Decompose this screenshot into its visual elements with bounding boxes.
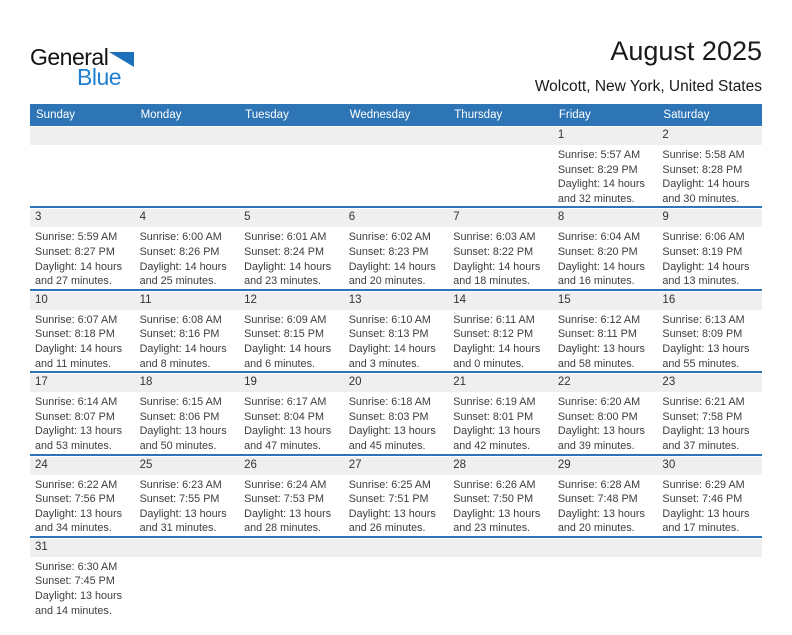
date-number bbox=[448, 127, 553, 145]
day-header-wednesday: Wednesday bbox=[349, 109, 411, 121]
sunset-text: Sunset: 7:53 PM bbox=[244, 493, 324, 506]
daylight-text-line1: Daylight: 13 hours bbox=[348, 425, 436, 438]
date-number bbox=[135, 127, 240, 145]
sunrise-text: Sunrise: 6:18 AM bbox=[348, 396, 431, 409]
date-number bbox=[239, 539, 344, 557]
date-number: 18 bbox=[135, 374, 240, 392]
daylight-text-line1: Daylight: 14 hours bbox=[453, 342, 541, 355]
date-number: 27 bbox=[344, 457, 449, 475]
day-cell-empty bbox=[448, 538, 553, 635]
sunrise-text: Sunrise: 6:23 AM bbox=[139, 478, 222, 491]
daylight-text-line2: and 50 minutes. bbox=[139, 439, 217, 452]
day-cell-2 bbox=[657, 126, 762, 206]
daylight-text-line2: and 18 minutes. bbox=[453, 275, 531, 288]
day-header-tuesday: Tuesday bbox=[245, 109, 289, 121]
sunrise-text: Sunrise: 5:57 AM bbox=[557, 149, 641, 161]
daylight-text-line1: Daylight: 14 hours bbox=[662, 178, 750, 191]
daylight-text-line1: Daylight: 13 hours bbox=[348, 507, 436, 520]
day-details bbox=[30, 475, 135, 536]
day-details bbox=[553, 475, 658, 536]
day-cell-empty bbox=[553, 538, 658, 635]
date-number: 16 bbox=[657, 292, 762, 310]
day-cell-8 bbox=[553, 208, 658, 288]
sunrise-text: Sunrise: 6:25 AM bbox=[348, 478, 431, 491]
sunset-text: Sunset: 8:13 PM bbox=[348, 328, 429, 341]
sunset-text: Sunset: 8:26 PM bbox=[139, 245, 220, 258]
day-details bbox=[657, 145, 762, 206]
sunrise-text: Sunrise: 6:02 AM bbox=[348, 231, 431, 244]
daylight-text-line1: Daylight: 14 hours bbox=[557, 178, 645, 191]
day-details bbox=[239, 227, 344, 288]
day-cell-empty bbox=[30, 126, 135, 206]
date-number bbox=[239, 127, 344, 145]
date-number: 29 bbox=[553, 457, 658, 475]
day-cell-11 bbox=[135, 291, 240, 371]
sunset-text: Sunset: 8:06 PM bbox=[139, 410, 220, 423]
sunrise-text: Sunrise: 6:20 AM bbox=[557, 396, 641, 409]
date-number: 6 bbox=[344, 209, 449, 227]
sunset-text: Sunset: 7:45 PM bbox=[35, 575, 115, 588]
daylight-text-line1: Daylight: 13 hours bbox=[662, 507, 750, 520]
sunset-text: Sunset: 8:01 PM bbox=[453, 410, 534, 423]
day-details bbox=[30, 557, 135, 618]
day-cell-7 bbox=[448, 208, 553, 288]
day-details bbox=[448, 475, 553, 536]
date-number: 10 bbox=[30, 292, 135, 310]
day-header-monday: Monday bbox=[140, 109, 182, 121]
day-cell-20 bbox=[344, 373, 449, 453]
daylight-text-line2: and 3 minutes. bbox=[348, 357, 420, 370]
day-cell-19 bbox=[239, 373, 344, 453]
date-number: 4 bbox=[135, 209, 240, 227]
date-number: 11 bbox=[135, 292, 240, 310]
sunset-text: Sunset: 8:12 PM bbox=[453, 328, 534, 341]
daylight-text-line2: and 20 minutes. bbox=[348, 275, 426, 288]
day-details bbox=[448, 392, 553, 453]
sunrise-text: Sunrise: 5:59 AM bbox=[35, 231, 118, 244]
daylight-text-line1: Daylight: 14 hours bbox=[35, 260, 123, 273]
date-number: 21 bbox=[448, 374, 553, 392]
daylight-text-line2: and 23 minutes. bbox=[453, 522, 531, 535]
sunrise-text: Sunrise: 6:22 AM bbox=[35, 478, 118, 491]
day-cell-empty bbox=[239, 538, 344, 635]
date-number bbox=[448, 539, 553, 557]
day-cell-31 bbox=[30, 538, 135, 635]
daylight-text-line2: and 45 minutes. bbox=[348, 439, 426, 452]
daylight-text-line1: Daylight: 13 hours bbox=[244, 507, 332, 520]
day-details bbox=[135, 310, 240, 371]
daylight-text-line1: Daylight: 14 hours bbox=[35, 342, 123, 355]
day-details bbox=[239, 392, 344, 453]
week-row bbox=[30, 126, 762, 208]
daylight-text-line2: and 55 minutes. bbox=[662, 357, 740, 370]
day-cell-25 bbox=[135, 456, 240, 536]
sunrise-text: Sunrise: 6:29 AM bbox=[662, 478, 745, 491]
sunset-text: Sunset: 7:51 PM bbox=[348, 493, 429, 506]
day-cell-15 bbox=[553, 291, 658, 371]
day-cell-3 bbox=[30, 208, 135, 288]
date-number: 15 bbox=[553, 292, 658, 310]
sunrise-text: Sunrise: 6:19 AM bbox=[453, 396, 536, 409]
daylight-text-line1: Daylight: 14 hours bbox=[453, 260, 541, 273]
date-number: 22 bbox=[553, 374, 658, 392]
day-cell-23 bbox=[657, 373, 762, 453]
sunrise-text: Sunrise: 6:01 AM bbox=[244, 231, 327, 244]
day-header-friday: Friday bbox=[558, 109, 591, 121]
day-details bbox=[657, 227, 762, 288]
week-row bbox=[30, 373, 762, 455]
day-cell-18 bbox=[135, 373, 240, 453]
date-number bbox=[135, 539, 240, 557]
day-cell-21 bbox=[448, 373, 553, 453]
day-cell-14 bbox=[448, 291, 553, 371]
daylight-text-line2: and 30 minutes. bbox=[662, 192, 740, 205]
daylight-text-line2: and 17 minutes. bbox=[662, 522, 740, 535]
day-cell-empty bbox=[239, 126, 344, 206]
sunset-text: Sunset: 8:18 PM bbox=[35, 328, 115, 341]
sunrise-text: Sunrise: 6:21 AM bbox=[662, 396, 745, 409]
daylight-text-line1: Daylight: 13 hours bbox=[557, 425, 645, 438]
daylight-text-line1: Daylight: 13 hours bbox=[139, 507, 227, 520]
sunset-text: Sunset: 8:28 PM bbox=[662, 163, 743, 176]
sunrise-text: Sunrise: 6:10 AM bbox=[348, 313, 431, 326]
date-number: 1 bbox=[553, 127, 658, 145]
sunset-text: Sunset: 8:04 PM bbox=[244, 410, 324, 423]
day-cell-10 bbox=[30, 291, 135, 371]
sunset-text: Sunset: 8:16 PM bbox=[139, 328, 220, 341]
daylight-text-line2: and 6 minutes. bbox=[244, 357, 315, 370]
day-header-saturday: Saturday bbox=[663, 109, 710, 121]
daylight-text-line2: and 34 minutes. bbox=[35, 522, 112, 535]
sunset-text: Sunset: 7:55 PM bbox=[139, 493, 220, 506]
daylight-text-line1: Daylight: 13 hours bbox=[139, 425, 227, 438]
calendar bbox=[30, 104, 762, 635]
sunset-text: Sunset: 7:58 PM bbox=[662, 410, 743, 423]
sunrise-text: Sunrise: 6:00 AM bbox=[139, 231, 222, 244]
sunset-text: Sunset: 7:46 PM bbox=[662, 493, 743, 506]
date-number: 12 bbox=[239, 292, 344, 310]
date-number: 30 bbox=[657, 457, 762, 475]
day-header-sunday: Sunday bbox=[36, 109, 76, 121]
daylight-text-line1: Daylight: 13 hours bbox=[662, 425, 750, 438]
logo-text-blue: Blue bbox=[77, 64, 122, 90]
day-details bbox=[239, 475, 344, 536]
day-cell-30 bbox=[657, 456, 762, 536]
day-cell-28 bbox=[448, 456, 553, 536]
day-cell-4 bbox=[135, 208, 240, 288]
sunset-text: Sunset: 8:00 PM bbox=[557, 410, 638, 423]
day-cell-empty bbox=[657, 538, 762, 635]
day-details bbox=[448, 310, 553, 371]
daylight-text-line1: Daylight: 14 hours bbox=[139, 260, 227, 273]
date-number: 7 bbox=[448, 209, 553, 227]
daylight-text-line2: and 25 minutes. bbox=[139, 275, 217, 288]
general-blue-logo bbox=[30, 44, 170, 91]
week-row bbox=[30, 456, 762, 538]
date-number: 17 bbox=[30, 374, 135, 392]
week-row bbox=[30, 291, 762, 373]
sunrise-text: Sunrise: 6:28 AM bbox=[557, 478, 641, 491]
daylight-text-line1: Daylight: 14 hours bbox=[244, 342, 332, 355]
date-number: 3 bbox=[30, 209, 135, 227]
day-cell-12 bbox=[239, 291, 344, 371]
sunset-text: Sunset: 8:20 PM bbox=[557, 245, 638, 258]
daylight-text-line2: and 23 minutes. bbox=[244, 275, 321, 288]
sunset-text: Sunset: 8:23 PM bbox=[348, 245, 429, 258]
day-cell-empty bbox=[135, 538, 240, 635]
sunrise-text: Sunrise: 6:24 AM bbox=[244, 478, 327, 491]
date-number: 14 bbox=[448, 292, 553, 310]
date-number: 24 bbox=[30, 457, 135, 475]
daylight-text-line2: and 37 minutes. bbox=[662, 439, 740, 452]
day-header-thursday: Thursday bbox=[454, 109, 503, 121]
daylight-text-line2: and 27 minutes. bbox=[35, 275, 112, 288]
day-details bbox=[30, 310, 135, 371]
date-number: 28 bbox=[448, 457, 553, 475]
daylight-text-line1: Daylight: 14 hours bbox=[348, 342, 436, 355]
date-number bbox=[30, 127, 135, 145]
sunset-text: Sunset: 8:29 PM bbox=[557, 163, 638, 176]
day-cell-empty bbox=[135, 126, 240, 206]
daylight-text-line1: Daylight: 14 hours bbox=[244, 260, 332, 273]
daylight-text-line2: and 16 minutes. bbox=[557, 275, 635, 288]
daylight-text-line1: Daylight: 13 hours bbox=[662, 342, 750, 355]
logo-text-general: General bbox=[30, 44, 109, 70]
day-cell-empty bbox=[344, 538, 449, 635]
day-details bbox=[553, 145, 658, 206]
day-cell-27 bbox=[344, 456, 449, 536]
daylight-text-line2: and 11 minutes. bbox=[35, 357, 112, 370]
day-details bbox=[344, 475, 449, 536]
daylight-text-line1: Daylight: 13 hours bbox=[35, 507, 123, 520]
sunset-text: Sunset: 8:15 PM bbox=[244, 328, 324, 341]
sunset-text: Sunset: 7:50 PM bbox=[453, 493, 534, 506]
day-cell-17 bbox=[30, 373, 135, 453]
day-cell-26 bbox=[239, 456, 344, 536]
page-title: August 2025 bbox=[610, 36, 762, 66]
daylight-text-line1: Daylight: 13 hours bbox=[557, 342, 645, 355]
sunrise-text: Sunrise: 6:13 AM bbox=[662, 313, 745, 326]
daylight-text-line1: Daylight: 13 hours bbox=[453, 507, 541, 520]
day-details bbox=[30, 392, 135, 453]
sunrise-text: Sunrise: 6:03 AM bbox=[453, 231, 536, 244]
daylight-text-line2: and 58 minutes. bbox=[557, 357, 635, 370]
sunrise-text: Sunrise: 6:06 AM bbox=[662, 231, 745, 244]
daylight-text-line1: Daylight: 14 hours bbox=[557, 260, 645, 273]
daylight-text-line1: Daylight: 13 hours bbox=[557, 507, 645, 520]
sunrise-text: Sunrise: 6:26 AM bbox=[453, 478, 536, 491]
date-number: 20 bbox=[344, 374, 449, 392]
daylight-text-line1: Daylight: 13 hours bbox=[35, 590, 123, 603]
daylight-text-line2: and 0 minutes. bbox=[453, 357, 525, 370]
day-details bbox=[135, 227, 240, 288]
date-number: 9 bbox=[657, 209, 762, 227]
day-cell-24 bbox=[30, 456, 135, 536]
daylight-text-line2: and 53 minutes. bbox=[35, 439, 112, 452]
daylight-text-line1: Daylight: 13 hours bbox=[453, 425, 541, 438]
day-details bbox=[30, 227, 135, 288]
daylight-text-line1: Daylight: 14 hours bbox=[348, 260, 436, 273]
day-cell-1 bbox=[553, 126, 658, 206]
date-number: 25 bbox=[135, 457, 240, 475]
daylight-text-line1: Daylight: 13 hours bbox=[35, 425, 123, 438]
date-number: 13 bbox=[344, 292, 449, 310]
date-number: 5 bbox=[239, 209, 344, 227]
sunset-text: Sunset: 7:48 PM bbox=[557, 493, 638, 506]
day-cell-13 bbox=[344, 291, 449, 371]
day-details bbox=[657, 392, 762, 453]
sunrise-text: Sunrise: 6:30 AM bbox=[35, 560, 118, 573]
sunset-text: Sunset: 8:09 PM bbox=[662, 328, 743, 341]
daylight-text-line2: and 42 minutes. bbox=[453, 439, 531, 452]
daylight-text-line2: and 13 minutes. bbox=[662, 275, 740, 288]
date-number: 8 bbox=[553, 209, 658, 227]
sunrise-text: Sunrise: 6:12 AM bbox=[557, 313, 641, 326]
sunrise-text: Sunrise: 6:08 AM bbox=[139, 313, 222, 326]
sunrise-text: Sunrise: 6:15 AM bbox=[139, 396, 222, 409]
sunset-text: Sunset: 8:11 PM bbox=[557, 328, 637, 341]
day-cell-9 bbox=[657, 208, 762, 288]
daylight-text-line2: and 32 minutes. bbox=[557, 192, 635, 205]
sunset-text: Sunset: 8:24 PM bbox=[244, 245, 324, 258]
daylight-text-line2: and 8 minutes. bbox=[139, 357, 211, 370]
sunset-text: Sunset: 7:56 PM bbox=[35, 493, 115, 506]
sunrise-text: Sunrise: 6:17 AM bbox=[244, 396, 327, 409]
day-details bbox=[657, 475, 762, 536]
daylight-text-line1: Daylight: 14 hours bbox=[662, 260, 750, 273]
daylight-text-line2: and 31 minutes. bbox=[139, 522, 217, 535]
day-cell-16 bbox=[657, 291, 762, 371]
sunrise-text: Sunrise: 6:04 AM bbox=[557, 231, 641, 244]
day-cell-empty bbox=[344, 126, 449, 206]
day-cell-29 bbox=[553, 456, 658, 536]
sunrise-text: Sunrise: 6:11 AM bbox=[453, 313, 535, 326]
logo-triangle-icon bbox=[109, 52, 134, 67]
day-cell-5 bbox=[239, 208, 344, 288]
date-number: 2 bbox=[657, 127, 762, 145]
sunrise-text: Sunrise: 6:14 AM bbox=[35, 396, 118, 409]
date-number: 19 bbox=[239, 374, 344, 392]
day-details bbox=[553, 310, 658, 371]
day-details bbox=[448, 227, 553, 288]
day-details bbox=[344, 392, 449, 453]
day-header-row bbox=[30, 104, 762, 126]
day-details bbox=[657, 310, 762, 371]
date-number: 31 bbox=[30, 539, 135, 557]
calendar-grid bbox=[30, 126, 762, 635]
week-row bbox=[30, 538, 762, 635]
date-number bbox=[344, 539, 449, 557]
location-subtitle: Wolcott, New York, United States bbox=[534, 78, 762, 95]
date-number bbox=[657, 539, 762, 557]
date-number bbox=[344, 127, 449, 145]
sunset-text: Sunset: 8:03 PM bbox=[348, 410, 429, 423]
daylight-text-line2: and 14 minutes. bbox=[35, 604, 112, 617]
day-cell-22 bbox=[553, 373, 658, 453]
date-number: 26 bbox=[239, 457, 344, 475]
daylight-text-line2: and 47 minutes. bbox=[244, 439, 321, 452]
daylight-text-line2: and 39 minutes. bbox=[557, 439, 635, 452]
date-number: 23 bbox=[657, 374, 762, 392]
sunset-text: Sunset: 8:27 PM bbox=[35, 245, 115, 258]
day-cell-6 bbox=[344, 208, 449, 288]
daylight-text-line2: and 26 minutes. bbox=[348, 522, 426, 535]
day-details bbox=[553, 227, 658, 288]
daylight-text-line2: and 20 minutes. bbox=[557, 522, 635, 535]
day-details bbox=[344, 227, 449, 288]
sunset-text: Sunset: 8:07 PM bbox=[35, 410, 115, 423]
daylight-text-line2: and 28 minutes. bbox=[244, 522, 321, 535]
day-details bbox=[135, 392, 240, 453]
sunset-text: Sunset: 8:22 PM bbox=[453, 245, 534, 258]
sunset-text: Sunset: 8:19 PM bbox=[662, 245, 743, 258]
daylight-text-line1: Daylight: 14 hours bbox=[139, 342, 227, 355]
date-number bbox=[553, 539, 658, 557]
day-details bbox=[135, 475, 240, 536]
sunrise-text: Sunrise: 5:58 AM bbox=[662, 149, 745, 161]
daylight-text-line1: Daylight: 13 hours bbox=[244, 425, 332, 438]
sunrise-text: Sunrise: 6:07 AM bbox=[35, 313, 118, 326]
day-details bbox=[239, 310, 344, 371]
day-cell-empty bbox=[448, 126, 553, 206]
day-details bbox=[553, 392, 658, 453]
day-details bbox=[344, 310, 449, 371]
sunrise-text: Sunrise: 6:09 AM bbox=[244, 313, 327, 326]
week-row bbox=[30, 208, 762, 290]
